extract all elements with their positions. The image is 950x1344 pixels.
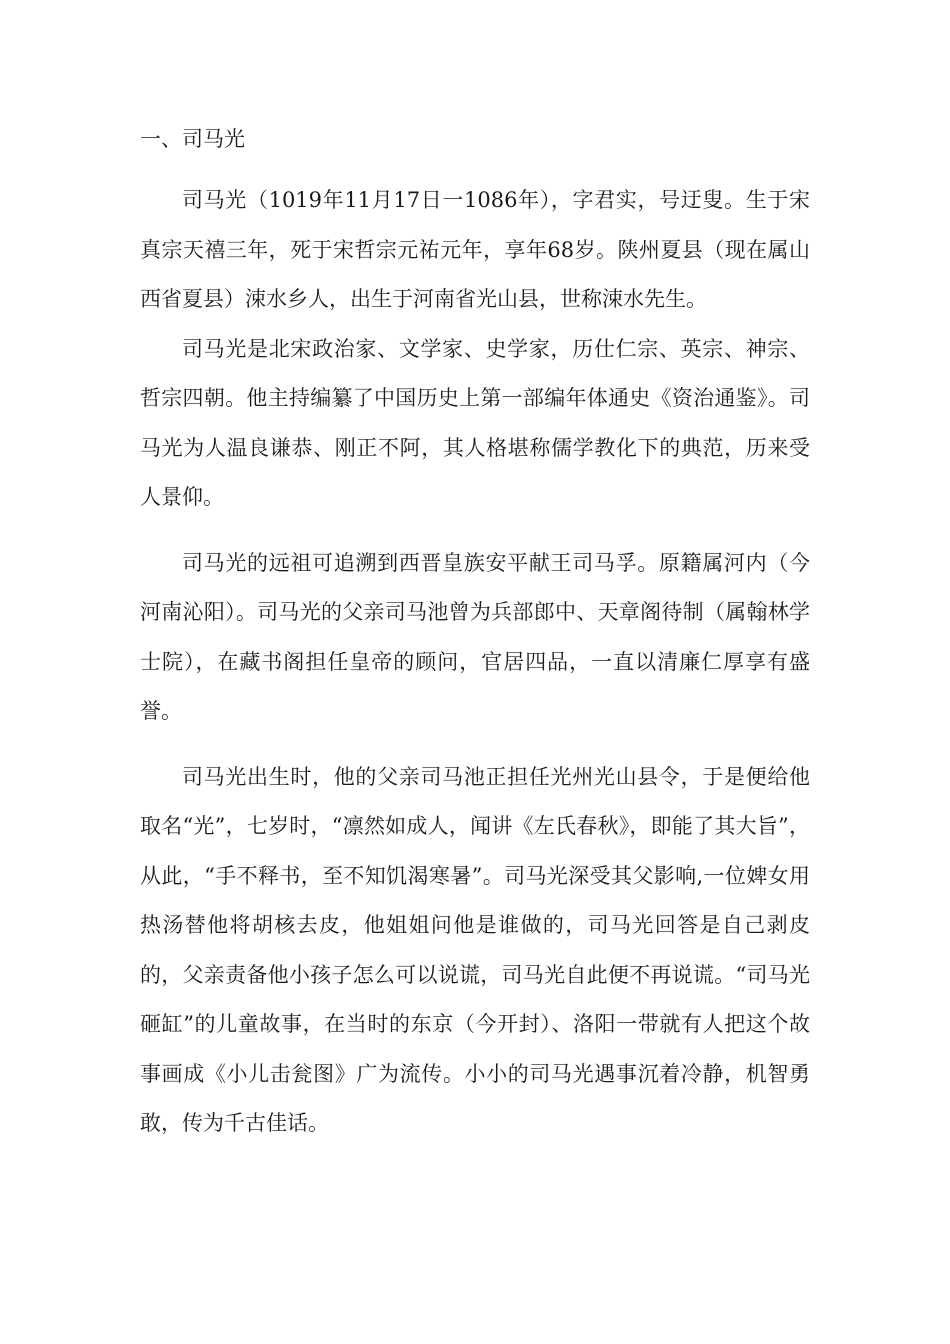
- paragraph-ancestry: 司马光的远祖可追溯到西晋皇族安平献王司马孚。原籍属河内（今河南沁阳）。司马光的父亲司马池曾为兵部郎中、天章阁待制（属翰林学士院），在藏书阁担任皇帝的顾问，官居四品，一直以清廉仁厚享有盛誉。: [140, 550, 810, 723]
- section-heading: 一、司马光: [140, 127, 245, 151]
- document-page: [140, 118, 810, 1149]
- paragraph-biography: 司马光（1019年11月17日一1086年），字君实，号迂叟。生于宋真宗天禧三年，死于宋哲宗元祐元年，享年68岁。陕州夏县（现在属山西省夏县）涑水乡人，出生于河南省光山县，世称涑水先生。: [140, 188, 810, 311]
- paragraph-career: 司马光是北宋政治家、文学家、史学家，历仕仁宗、英宗、神宗、哲宗四朝。他主持编纂了中国历史上第一部编年体通史《资治通鉴》。司马光为人温良谦恭、刚正不阿，其人格堪称儒学教化下的典范，历来受人景仰。: [140, 336, 810, 509]
- paragraph-childhood: 司马光出生时，他的父亲司马池正担任光州光山县令，于是便给他取名“光”，七岁时，“凛然如成人，闻讲《左氏春秋》，即能了其大旨”，从此，“手不释书，至不知饥渴寒暑”。司马光深受其父影响,一位婢女用热汤替他将胡核去皮，他姐姐问他是谁做的，司马光回答是自己剥皮的，父亲责备他小孩子怎么可以说谎，司马光自此便不再说谎。“司马光砸缸”的儿童故事，在当时的东京（今开封）、洛阳一带就有人把这个故事画成《小儿击瓮图》广为流传。小小的司马光遇事沉着冷静，机智勇敢，传为千古佳话。: [140, 764, 810, 1135]
